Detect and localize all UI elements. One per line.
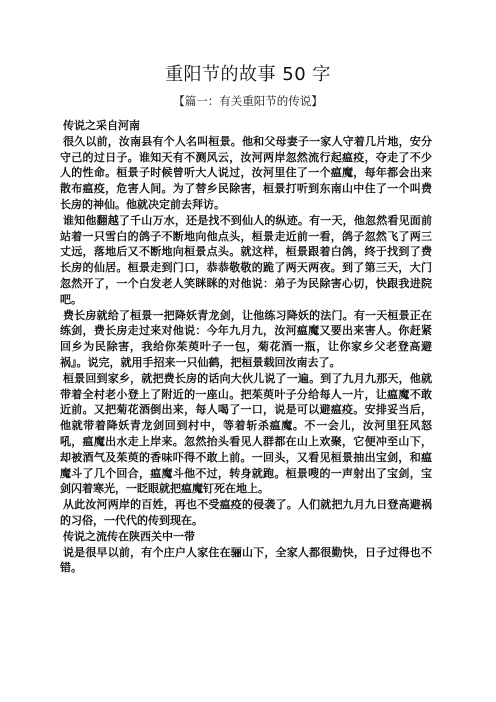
paragraph: 桓景回到家乡，就把费长房的话向大伙儿说了一遍。到了九月九那天，他就带着全村老小登上了附近的一座山。把茱萸叶子分给每人一片，让瘟魔不敢近前。又把菊花酒倒出来，每人喝了一口，说是可以避瘟疫。安排妥当后，他就带着降妖青龙剑回到村中，等着斩杀瘟魔。不一会儿，汝河里狂风怒吼，瘟魔出水走上岸来。忽然抬头看见人群都在山上欢聚，它便冲至山下，却被酒气及茱萸的香味吓得不敢上前。一回头，又看见桓景抽出宝剑，和瘟魔斗了几个回合，瘟魔斗他不过，转身就跑。桓景嗖的一声射出了宝剑，宝剑闪着寒光，一眨眼就把瘟魔钉死在地上。 — [60, 371, 432, 496]
paragraph: 很久以前，汝南县有个人名叫桓景。他和父母妻子一家人守着几片地，安分守己的过日子。谁知天有不测风云，汝河两岸忽然流行起瘟疫，夺走了不少人的性命。桓景子时候曾听大人说过，汝河里住了一个瘟魔，每年都会出来散布瘟疫，危害人间。为了替乡民除害，桓景打听到东南山中住了一个叫费长房的神仙。他就决定前去拜访。 — [60, 134, 432, 211]
section-heading: 【篇一：有关重阳节的传说】 — [173, 94, 323, 108]
paragraph: 说是很早以前，有个庄户人家住在骊山下，全家人都很勤快，日子过得也不错。 — [60, 545, 432, 575]
story-heading: 传说之采自河南 — [63, 119, 140, 132]
paragraph: 谁知他翻越了千山万水，还是找不到仙人的纵迹。有一天，他忽然看见面前站着一只雪白的鸽子不断地向他点头，桓景走近前一看，鸽子忽然飞了两三丈远，落地后又不断地向桓景点头。就这样，桓景跟着白鸽，终于找到了费长房的仙居。桓景走到门口，恭恭敬敬的跪了两天两夜。到了第三天，大门忽然开了，一个白发老人笑眯眯的对他说：弟子为民除害心切，快跟我进院吧。 — [60, 213, 432, 306]
story-heading: 传说之流传在陕西关中一带 — [63, 529, 195, 543]
document-body — [60, 118, 432, 576]
document-title: 重阳节的故事 50 字 — [165, 64, 331, 85]
paragraph: 从此汝河两岸的百姓，再也不受瘟疫的侵袭了。人们就把九月九日登高避祸的习俗，一代代的传到现在。 — [60, 498, 432, 527]
paragraph: 费长房就给了桓景一把降妖青龙剑，让他练习降妖的法门。有一天桓景正在练剑，费长房走过来对他说：今年九月九，汝河瘟魔又要出来害人。你赶紧回乡为民除害，我给你茱萸叶子一包，菊花酒一瓶，让你家乡父老登高避祸』。说完，就用手招来一只仙鹤，把桓景载回汝南去了。 — [60, 308, 432, 369]
